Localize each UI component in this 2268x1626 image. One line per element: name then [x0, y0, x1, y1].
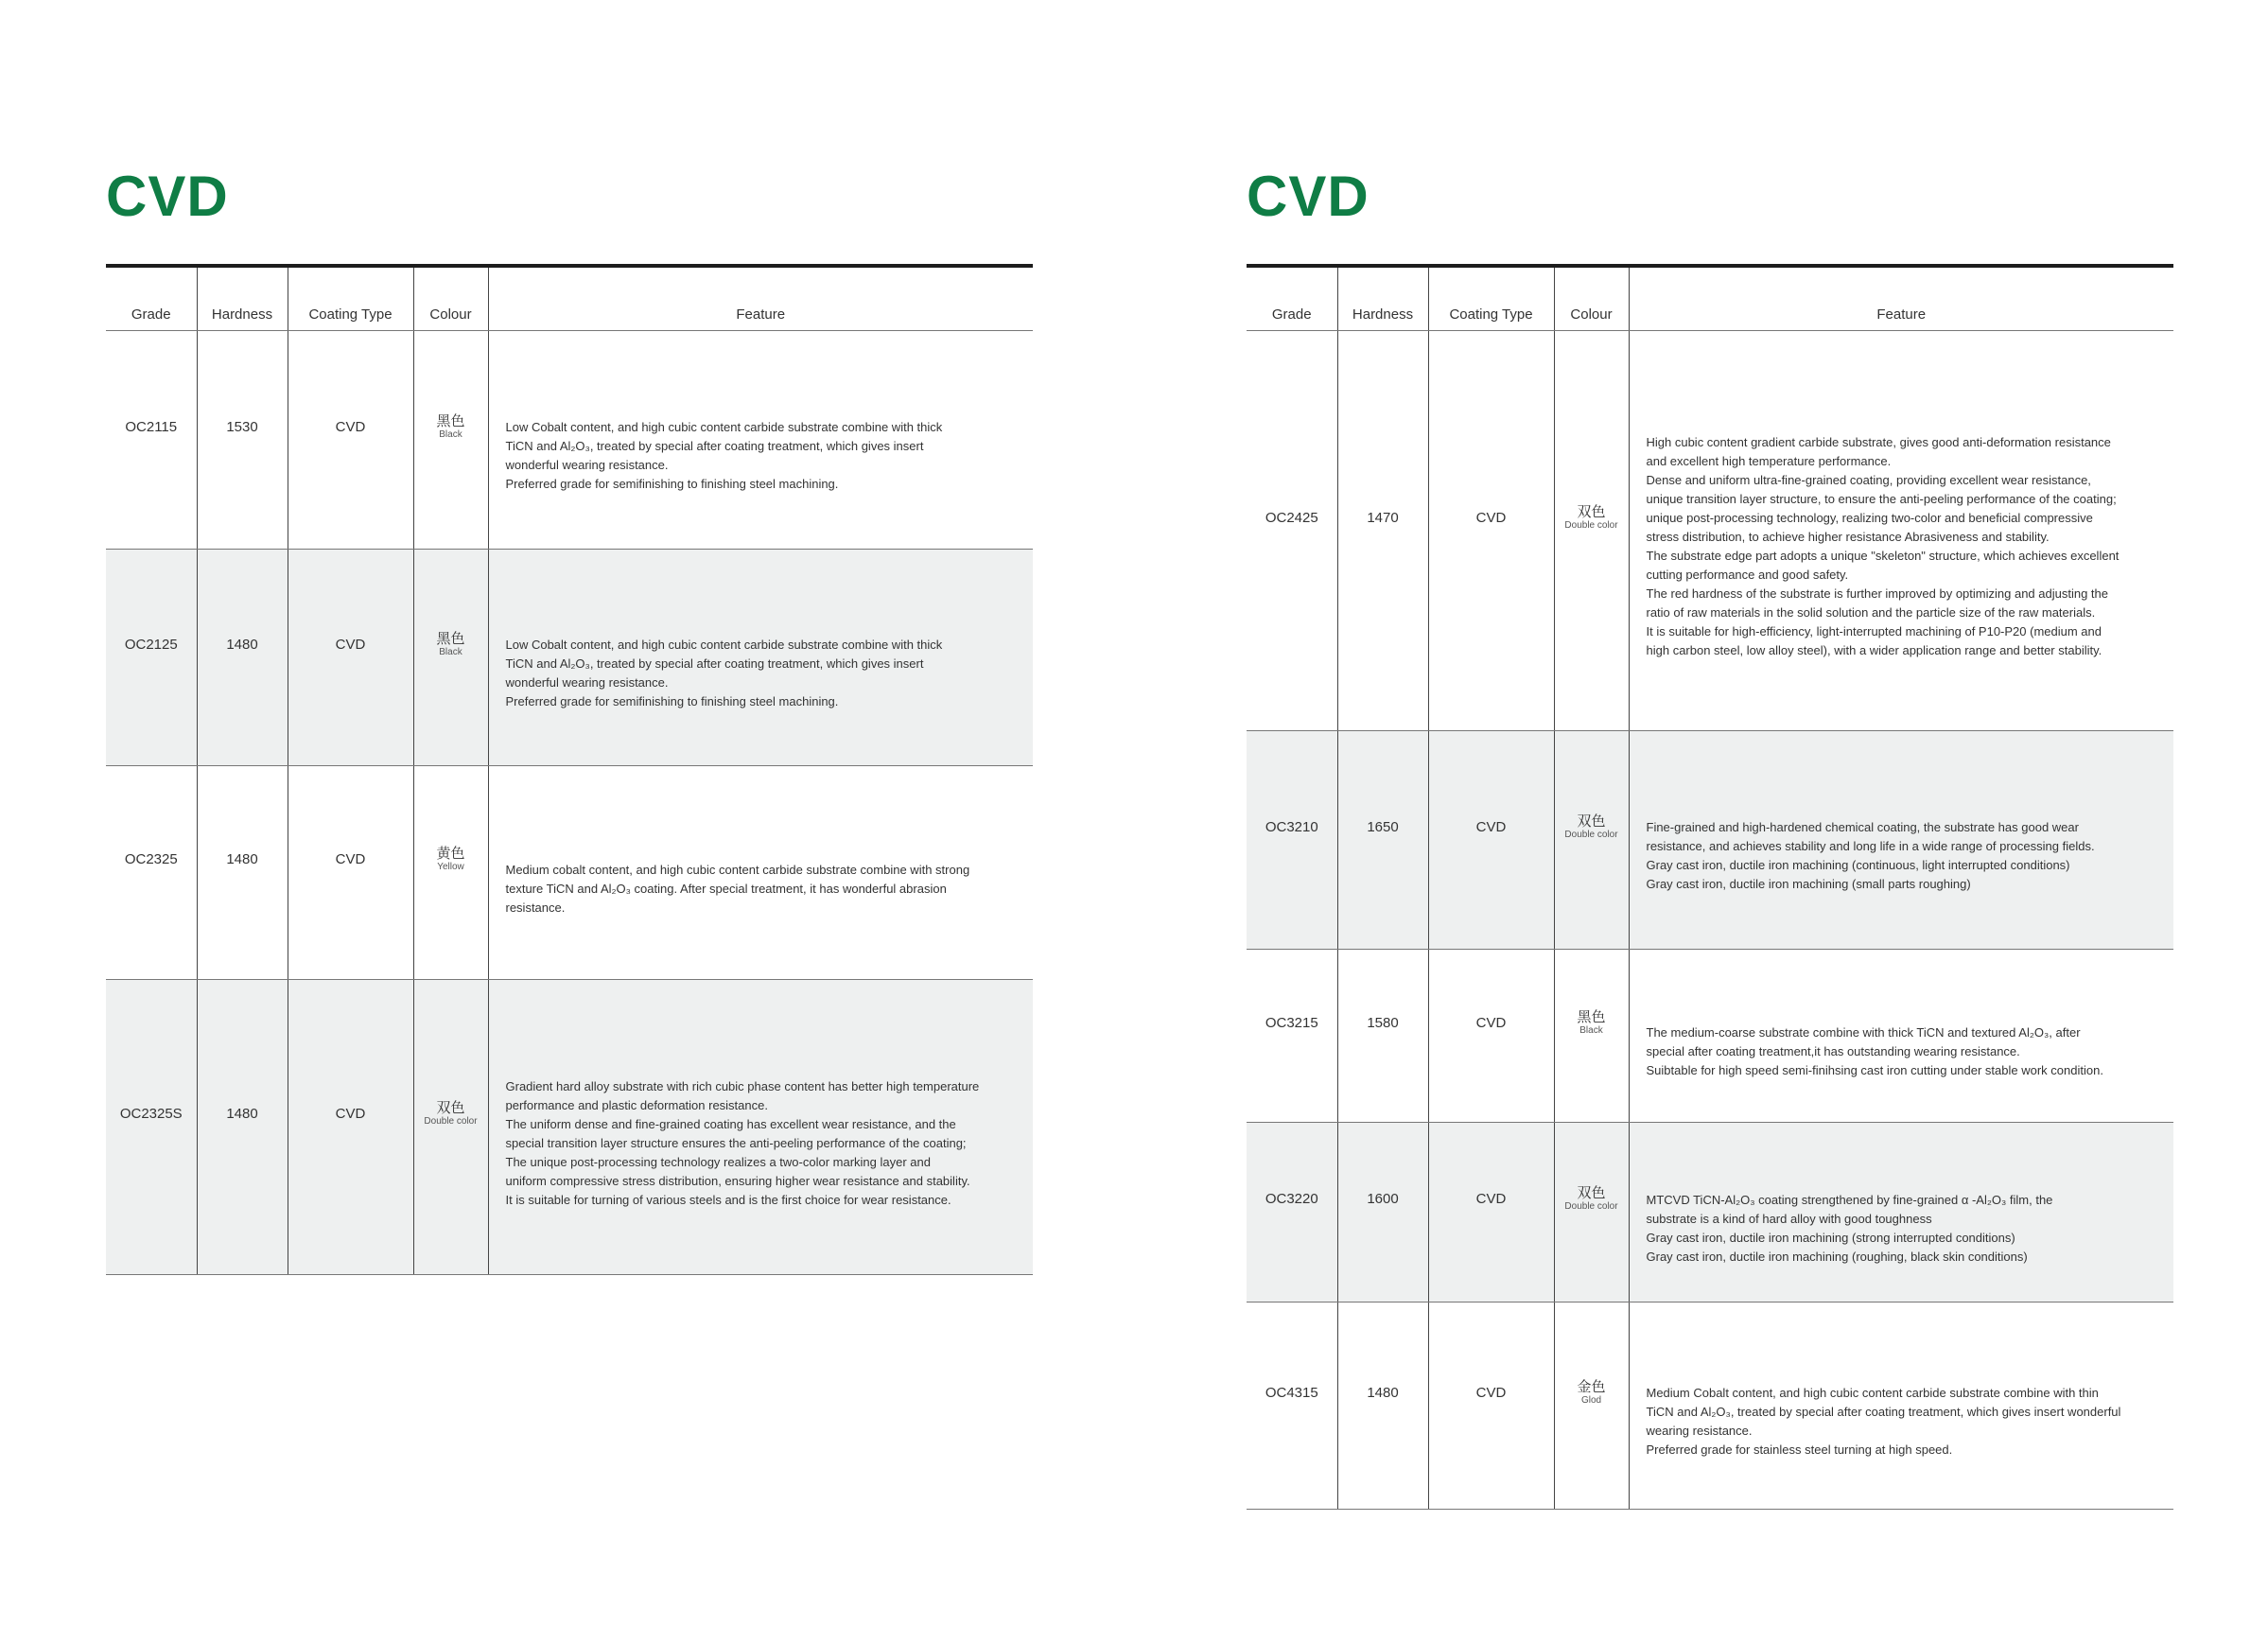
hardness-value: 1530	[226, 418, 258, 435]
feature-cell	[488, 331, 1033, 550]
coating-type-value: CVD	[335, 636, 366, 653]
hardness-cell	[1337, 331, 1428, 731]
hardness-value: 1470	[1367, 509, 1399, 526]
grade-cell	[106, 980, 197, 1275]
coating-type-cell	[1428, 331, 1554, 731]
colour-cell	[1554, 331, 1629, 731]
feature-line: Medium cobalt content, and high cubic content carbide substrate combine with strong	[505, 862, 970, 877]
table-row	[1247, 950, 2173, 1123]
table-row	[106, 766, 1033, 980]
colour-name-cn: 黑色	[436, 630, 465, 647]
feature-line: Low Cobalt content, and high cubic content carbide substrate combine with thick	[505, 420, 943, 434]
hardness-value: 1580	[1367, 1014, 1399, 1031]
grade-value: OC3210	[1265, 818, 1318, 835]
feature-line: Fine-grained and high-hardened chemical coating, the substrate has good wear	[1646, 820, 2079, 834]
feature-line: unique transition layer structure, to ensure the anti-peeling performance of the coating;	[1646, 492, 2117, 506]
colour-cell	[413, 766, 488, 980]
coating-type-cell	[1428, 950, 1554, 1123]
feature-cell	[1629, 731, 2173, 950]
table-header-row	[1247, 266, 2173, 331]
coating-type-cell	[288, 766, 413, 980]
grade-cell	[1247, 1303, 1337, 1510]
feature-line: TiCN and Al₂O₃, treated by special after coating treatment, which gives insert wonderful	[1646, 1405, 2121, 1419]
grade-value: OC4315	[1265, 1384, 1318, 1401]
grade-cell	[106, 331, 197, 550]
coating-type-value: CVD	[1475, 1014, 1507, 1031]
header-colour: Colour	[413, 266, 488, 331]
table-row	[106, 980, 1033, 1275]
feature-cell	[1629, 950, 2173, 1123]
header-grade: Grade	[106, 266, 197, 331]
colour-name-en: Yellow	[437, 862, 464, 872]
page-title: CVD	[1247, 165, 1370, 228]
grade-cell	[1247, 331, 1337, 731]
table-row	[106, 550, 1033, 766]
coating-type-cell	[288, 550, 413, 766]
feature-line: stress distribution, to achieve higher resistance Abrasiveness and stability.	[1646, 530, 2050, 544]
grade-value: OC2115	[125, 418, 178, 435]
coating-type-cell	[288, 980, 413, 1275]
header-colour: Colour	[1554, 266, 1629, 331]
colour-label	[414, 1100, 488, 1128]
feature-line: uniform compressive stress distribution, ensuring higher wear resistance and stability.	[505, 1173, 970, 1188]
grade-value: OC2325	[124, 851, 178, 867]
colour-label	[1555, 1009, 1629, 1037]
colour-name-en: Black	[1579, 1024, 1603, 1036]
colour-label	[1555, 1379, 1629, 1407]
feature-line: It is suitable for turning of various steels and is the first choice for wear resistance.	[505, 1192, 951, 1207]
grade-cell	[1247, 950, 1337, 1123]
feature-line: unique post-processing technology, realizing two-color and beneficial compressive	[1646, 511, 2093, 525]
hardness-value: 1480	[226, 851, 258, 867]
feature-line: substrate is a kind of hard alloy with good toughness	[1646, 1211, 1932, 1226]
colour-cell	[413, 331, 488, 550]
colour-label	[1555, 504, 1629, 532]
coating-type-cell	[1428, 731, 1554, 950]
colour-label	[414, 413, 488, 441]
hardness-cell	[197, 550, 288, 766]
feature-line: Gray cast iron, ductile iron machining (roughing, black skin conditions)	[1646, 1249, 2028, 1264]
feature-line: High cubic content gradient carbide substrate, gives good anti-deformation resistance	[1646, 435, 2111, 449]
colour-label	[414, 846, 488, 873]
grade-value: OC2125	[124, 636, 178, 653]
table-row	[1247, 1303, 2173, 1510]
grade-cell	[1247, 1123, 1337, 1303]
feature-line: cutting performance and good safety.	[1646, 568, 1849, 582]
colour-name-cn: 双色	[1577, 813, 1606, 830]
colour-name-cn: 双色	[1577, 503, 1606, 520]
feature-cell	[1629, 331, 2173, 731]
feature-line: wearing resistance.	[1646, 1424, 1753, 1438]
feature-line: special transition layer structure ensures the anti-peeling performance of the coating;	[505, 1135, 967, 1150]
feature-line: Gray cast iron, ductile iron machining (small parts roughing)	[1646, 877, 1971, 891]
colour-name-cn: 金色	[1577, 1378, 1606, 1395]
colour-cell	[1554, 1123, 1629, 1303]
feature-line: Preferred grade for semifinishing to finishing steel machining.	[505, 694, 839, 708]
feature-line: Gray cast iron, ductile iron machining (strong interrupted conditions)	[1646, 1230, 2015, 1245]
feature-line: resistance.	[505, 900, 566, 915]
grade-cell	[106, 766, 197, 980]
table-row	[106, 331, 1033, 550]
coating-type-cell	[1428, 1303, 1554, 1510]
colour-name-en: Double color	[1564, 519, 1618, 531]
hardness-value: 1600	[1367, 1191, 1399, 1207]
feature-line: ratio of raw materials in the solid solution and the particle size of the raw materials.	[1646, 605, 2096, 620]
feature-line: wonderful wearing resistance.	[505, 458, 669, 472]
coating-type-value: CVD	[335, 851, 366, 867]
header-hardness: Hardness	[197, 266, 288, 331]
feature-line: TiCN and Al₂O₃, treated by special after coating treatment, which gives insert	[505, 656, 924, 671]
feature-line: The red hardness of the substrate is further improved by optimizing and adjusting the	[1646, 586, 2108, 601]
header-grade: Grade	[1247, 266, 1337, 331]
feature-line: Gray cast iron, ductile iron machining (continuous, light interrupted conditions)	[1646, 858, 2070, 872]
colour-name-cn: 双色	[1577, 1185, 1606, 1201]
hardness-cell	[1337, 731, 1428, 950]
feature-line: and excellent high temperature performance.	[1646, 454, 1892, 468]
colour-cell	[413, 980, 488, 1275]
hardness-cell	[1337, 950, 1428, 1123]
grade-value: OC2425	[1265, 509, 1318, 526]
feature-line: Preferred grade for semifinishing to finishing steel machining.	[505, 477, 839, 491]
colour-label	[1555, 1185, 1629, 1213]
feature-cell	[488, 766, 1033, 980]
colour-name-cn: 黑色	[1577, 1008, 1606, 1025]
coating-type-value: CVD	[1475, 1384, 1507, 1401]
hardness-value: 1480	[1367, 1384, 1399, 1401]
feature-line: Preferred grade for stainless steel turning at high speed.	[1646, 1442, 1953, 1457]
feature-line: The medium-coarse substrate combine with thick TiCN and textured Al₂O₃, after	[1646, 1025, 2081, 1040]
grade-value: OC2325S	[119, 1106, 183, 1122]
feature-line: TiCN and Al₂O₃, treated by special after coating treatment, which gives insert	[505, 439, 924, 453]
feature-line: special after coating treatment,it has outstanding wearing resistance.	[1646, 1044, 2020, 1058]
coating-type-value: CVD	[1475, 509, 1507, 526]
colour-name-en: Double color	[424, 1116, 478, 1127]
hardness-value: 1480	[226, 636, 258, 653]
table-header-row	[106, 266, 1033, 331]
table-row	[1247, 731, 2173, 950]
colour-cell	[1554, 950, 1629, 1123]
header-coating-type: Coating Type	[288, 266, 413, 331]
colour-cell	[413, 550, 488, 766]
feature-line: texture TiCN and Al₂O₃ coating. After special treatment, it has wonderful abrasion	[505, 881, 947, 896]
feature-line: Dense and uniform ultra-fine-grained coating, providing excellent wear resistance,	[1646, 473, 2091, 487]
coating-type-value: CVD	[335, 1106, 366, 1122]
colour-name-cn: 黄色	[436, 846, 465, 862]
colour-label	[1555, 813, 1629, 841]
coating-type-cell	[1428, 1123, 1554, 1303]
table-body	[106, 331, 1033, 1275]
hardness-cell	[1337, 1303, 1428, 1510]
grade-table	[106, 264, 1033, 1275]
coating-type-value: CVD	[335, 418, 366, 435]
header-feature: Feature	[488, 266, 1033, 331]
feature-line: MTCVD TiCN-Al₂O₃ coating strengthened by fine-grained α -Al₂O₃ film, the	[1646, 1192, 2053, 1207]
feature-line: It is suitable for high-efficiency, light-interrupted machining of P10-P20 (medium and	[1646, 624, 2102, 638]
table-body	[1247, 331, 2173, 1510]
header-hardness: Hardness	[1337, 266, 1428, 331]
table-row	[1247, 331, 2173, 731]
coating-type-cell	[288, 331, 413, 550]
colour-name-en: Black	[439, 428, 462, 440]
coating-type-value: CVD	[1475, 818, 1507, 835]
hardness-cell	[1337, 1123, 1428, 1303]
grade-value: OC3215	[1265, 1014, 1318, 1031]
colour-cell	[1554, 1303, 1629, 1510]
colour-cell	[1554, 731, 1629, 950]
feature-line: Low Cobalt content, and high cubic content carbide substrate combine with thick	[505, 638, 943, 652]
feature-line: The substrate edge part adopts a unique "skeleton" structure, which achieves excellent	[1646, 549, 2120, 563]
feature-line: resistance, and achieves stability and long life in a wide range of processing fields.	[1646, 839, 2095, 853]
colour-name-en: Black	[439, 646, 462, 657]
page-title: CVD	[106, 165, 229, 228]
table-row	[1247, 1123, 2173, 1303]
feature-line: Suibtable for high speed semi-finihsing cast iron cutting under stable work condition.	[1646, 1063, 2103, 1077]
hardness-cell	[197, 766, 288, 980]
hardness-cell	[197, 980, 288, 1275]
feature-cell	[488, 550, 1033, 766]
hardness-value: 1650	[1367, 818, 1399, 835]
colour-name-cn: 双色	[436, 1100, 465, 1116]
feature-cell	[1629, 1303, 2173, 1510]
feature-cell	[488, 980, 1033, 1275]
feature-line: performance and plastic deformation resistance.	[505, 1097, 768, 1112]
hardness-cell	[197, 331, 288, 550]
grade-table	[1247, 264, 2173, 1510]
header-coating-type: Coating Type	[1428, 266, 1554, 331]
grade-cell	[1247, 731, 1337, 950]
colour-name-en: Double color	[1564, 1201, 1618, 1212]
feature-line: Medium Cobalt content, and high cubic content carbide substrate combine with thin	[1646, 1386, 2099, 1400]
colour-name-cn: 黑色	[436, 412, 465, 429]
grade-cell	[106, 550, 197, 766]
hardness-value: 1480	[226, 1106, 258, 1122]
feature-line: The uniform dense and fine-grained coating has excellent wear resistance, and the	[505, 1116, 956, 1131]
colour-label	[414, 631, 488, 658]
colour-name-en: Double color	[1564, 829, 1618, 840]
coating-type-value: CVD	[1475, 1191, 1507, 1207]
grade-value: OC3220	[1265, 1191, 1318, 1207]
header-feature: Feature	[1629, 266, 2173, 331]
feature-line: wonderful wearing resistance.	[505, 675, 669, 690]
colour-name-en: Glod	[1580, 1394, 1602, 1406]
feature-line: high carbon steel, low alloy steel), with a wider application range and better stability.	[1646, 643, 2102, 657]
feature-cell	[1629, 1123, 2173, 1303]
feature-line: The unique post-processing technology realizes a two-color marking layer and	[505, 1154, 931, 1169]
feature-line: Gradient hard alloy substrate with rich cubic phase content has better high temperature	[505, 1078, 980, 1093]
